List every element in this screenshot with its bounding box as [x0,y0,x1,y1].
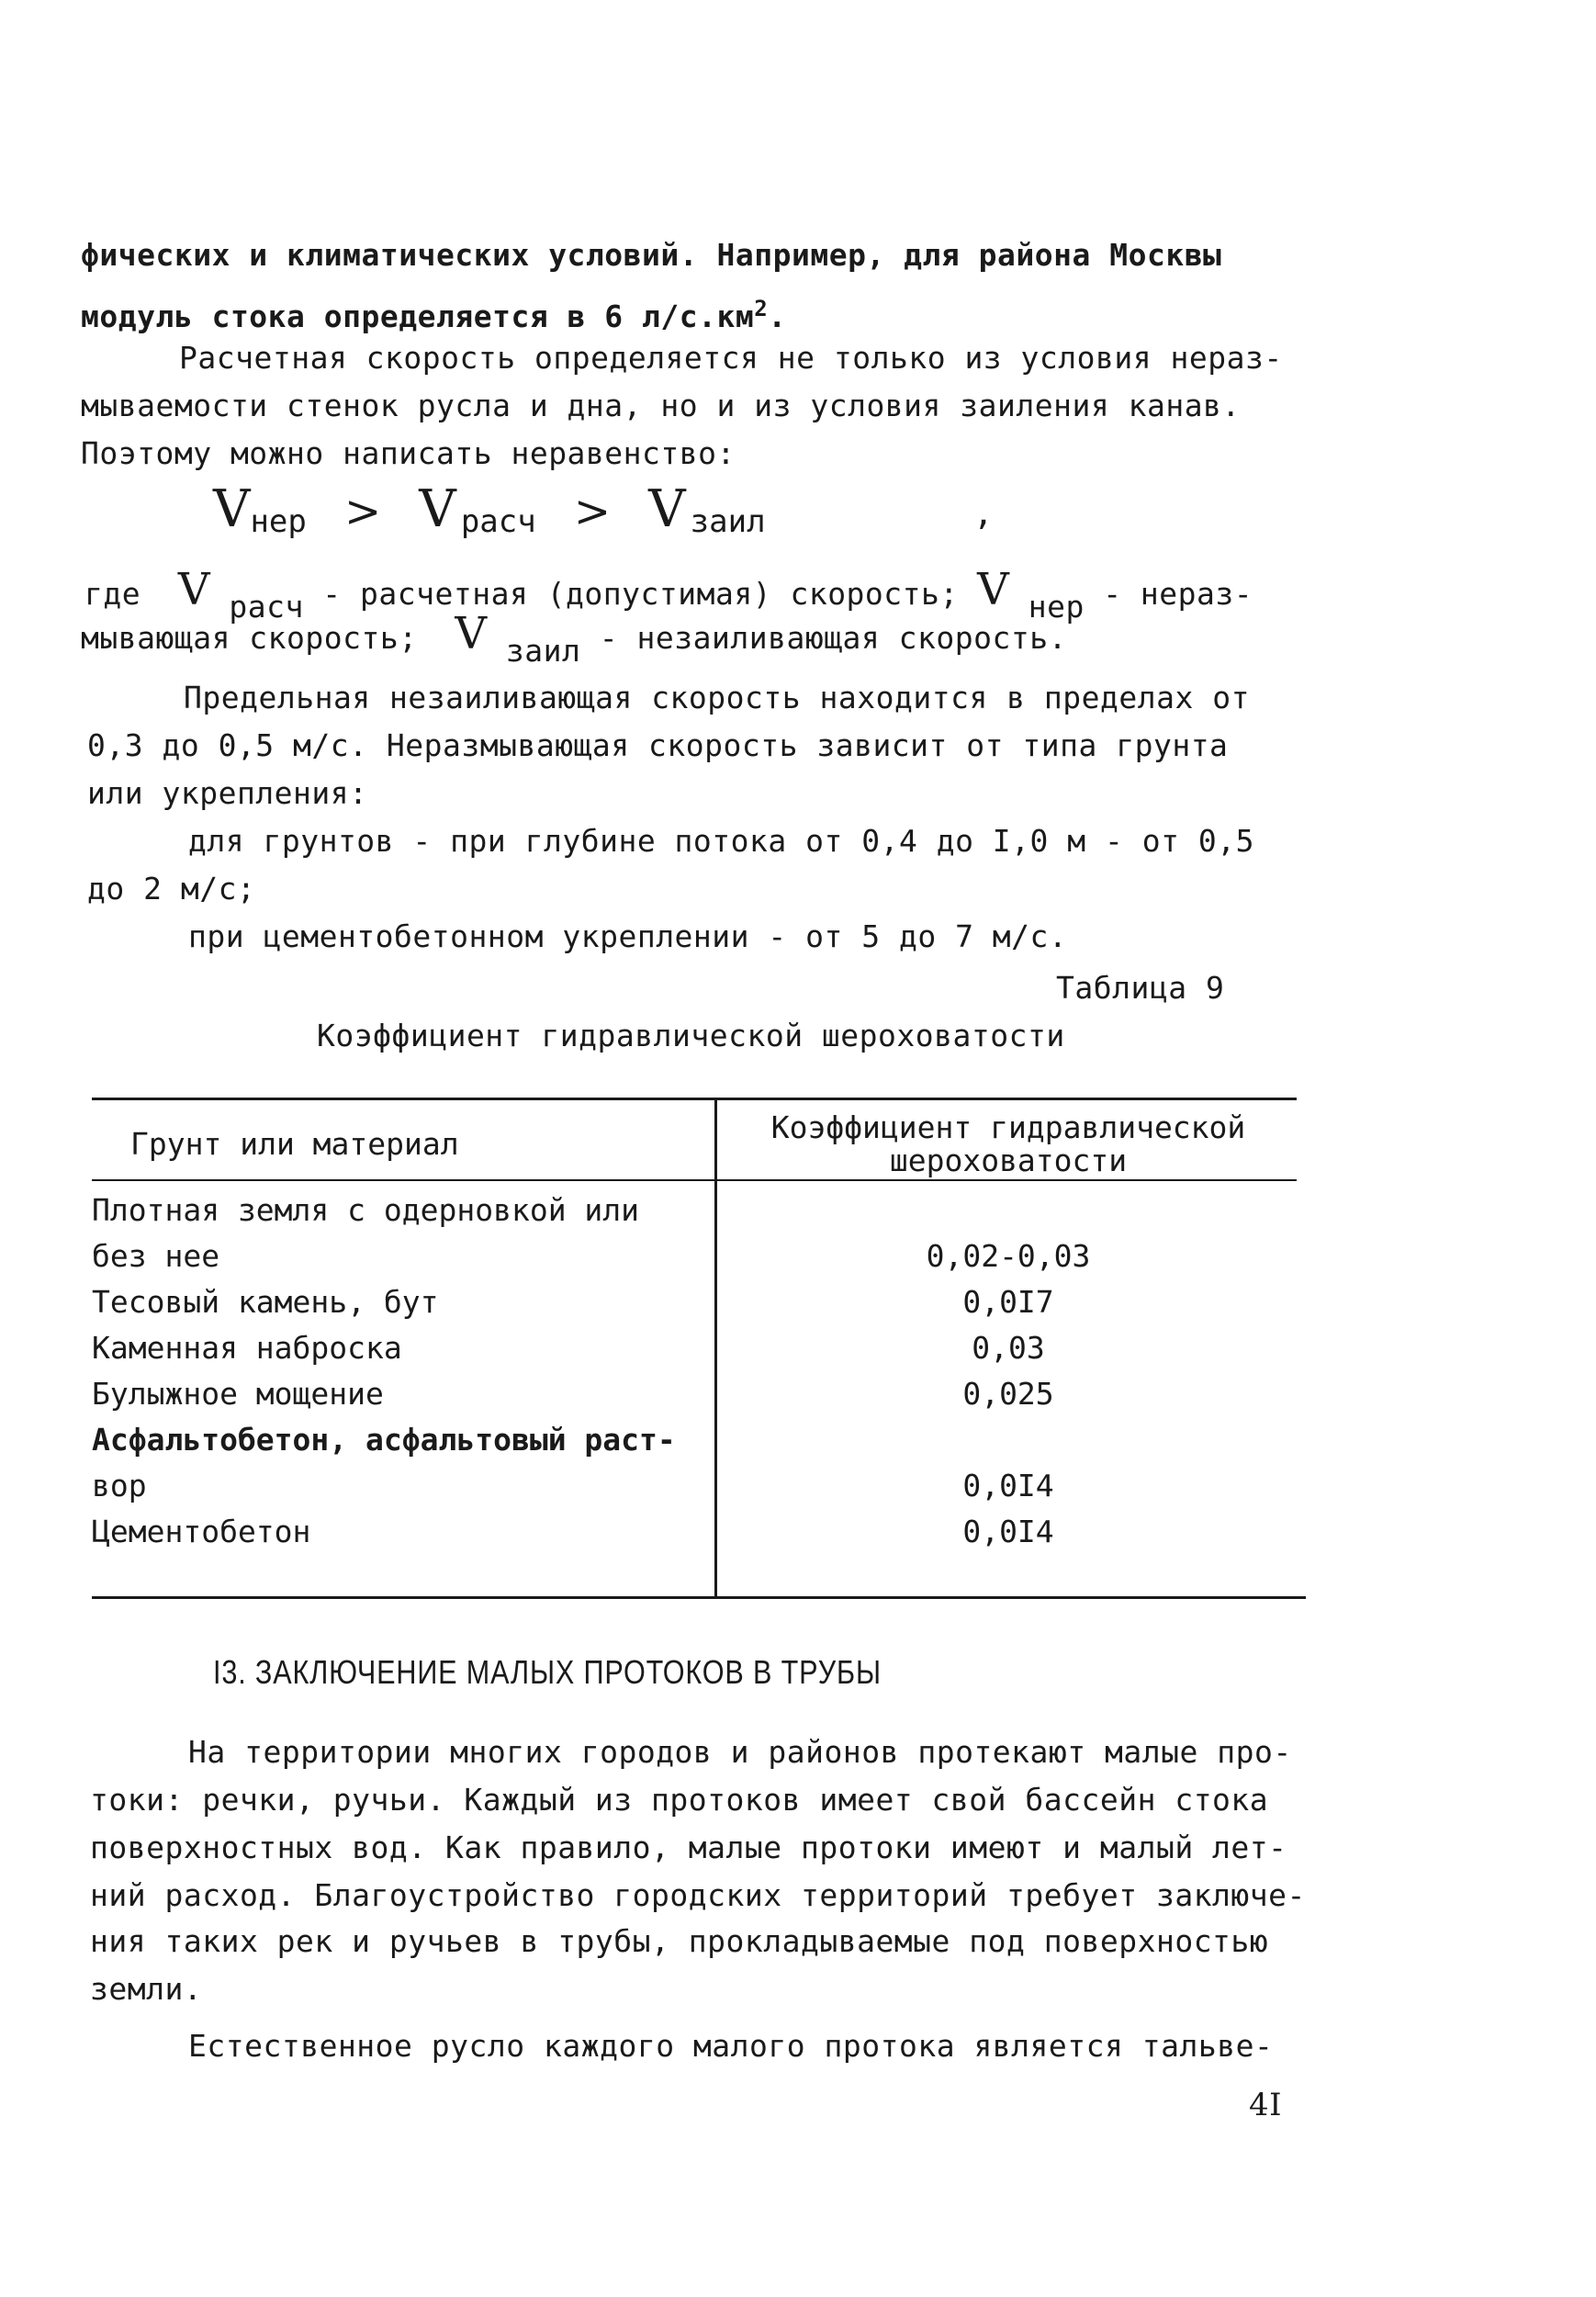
definition-sub-ner: нер [1028,589,1085,625]
paragraph1-line1: фических и климатических условий. Например, для района Москвы [81,237,1222,273]
paragraph4-line3: поверхностных вод. Как правило, малые протоки имеют и малый лет- [90,1830,1287,1865]
formula-comma: , [973,495,995,533]
table-cell-material: вор [92,1468,147,1503]
table-cell-material: Плотная земля с одерновкой или [92,1192,640,1228]
definition-sub-zail: заил [505,633,581,669]
definition-where: где [84,576,141,612]
page-number: 4I [1249,2087,1283,2123]
paragraph4-line4: ний расход. Благоустройство городских территорий требует заключе- [90,1877,1306,1913]
table-header-material: Грунт или материал [130,1126,459,1162]
table-label: Таблица 9 [1056,970,1225,1006]
definition-v-zail: V [455,608,488,659]
formula-v-zail: V [648,479,686,539]
paragraph5-line1: Естественное русло каждого малого протока является тальве- [188,2028,1274,2064]
formula-greater-2: > [573,486,612,537]
inequality-formula [213,479,766,539]
table-header-coefficient-line1: Коэффициент гидравлической [770,1109,1246,1145]
table-cell-value: 0,025 [962,1376,1054,1412]
definition-text1: - расчетная (допустимая) скорость; [322,576,959,612]
definition-v-ner: V [977,564,1010,615]
table-cell-material: Булыжное мощение [92,1376,384,1412]
formula-sub-rasch: расч [460,503,536,540]
table-title: Коэффициент гидравлической шероховатости [317,1018,1065,1053]
table-cell-value: 0,0I4 [962,1514,1054,1549]
paragraph4-line2: токи: речки, ручьи. Каждый из протоков имеет свой бассейн стока [90,1782,1269,1818]
formula-sub-zail: заил [690,503,766,540]
formula-v-rasch: V [419,479,456,539]
table-header-coefficient-line2: шероховатости [889,1143,1128,1178]
paragraph3-line4: для грунтов - при глубине потока от 0,4 до I,0 м - от 0,5 [188,823,1254,859]
formula-v-ner: V [213,479,251,539]
paragraph1-line2 [81,290,787,335]
section-heading: I3. ЗАКЛЮЧЕНИЕ МАЛЫХ ПРОТОКОВ В ТРУБЫ [213,1653,882,1691]
superscript-2: 2 [754,296,769,321]
definition-sub-rasch: расч [229,589,304,625]
definitions-line1 [84,564,1253,625]
paragraph4-line5: ния таких рек и ручьев в трубы, прокладываемые под поверхностью [90,1923,1269,1959]
paragraph3-line2: 0,3 до 0,5 м/с. Неразмывающая скорость зависит от типа грунта [87,727,1229,763]
definition-line2-start: мывающая скорость; [81,620,418,656]
paragraph2-line1: Расчетная скорость определяется не только из условия нераз- [179,340,1283,376]
table-cell-material: Тесовый камень, бут [92,1284,439,1320]
table-cell-material: Каменная наброска [92,1330,402,1366]
table-cell-value: 0,0I4 [962,1468,1054,1503]
formula-sub-ner: нер [250,503,307,540]
paragraph4-line6: земли. [90,1971,203,2007]
table-top-rule [92,1098,1297,1100]
paragraph4-line1: На территории многих городов и районов протекают малые про- [188,1734,1292,1770]
table-column-divider [714,1098,717,1599]
paragraph2-line3: Поэтому можно написать неравенство: [81,435,736,471]
definition-text2: - нераз- [1103,576,1253,612]
table-bottom-rule [92,1596,1306,1599]
paragraph2-line2: мываемости стенок русла и дна, но и из условия заиления канав. [81,388,1241,423]
paragraph1-line2-end: . [768,298,787,334]
definition-text3: - незаиливающая скорость. [599,620,1067,656]
table-cell-material: Цементобетон [92,1514,311,1549]
table-cell-value: 0,02-0,03 [926,1238,1091,1274]
paragraph1-line2-text: модуль стока определяется в 6 л/с.км [81,298,755,334]
table-cell-value: 0,03 [972,1330,1045,1366]
formula-greater-1: > [343,486,382,537]
definition-v-rasch: V [177,564,211,615]
paragraph3-line1: Предельная незаиливающая скорость находится в пределах от [184,680,1250,715]
table-header-rule [92,1179,1297,1181]
paragraph3-line3: или укрепления: [87,775,368,811]
table-cell-material: Асфальтобетон, асфальтовый раст- [92,1422,676,1458]
table-cell-material: без нее [92,1238,220,1274]
paragraph3-line6: при цементобетонном укреплении - от 5 до 7 м/с. [188,918,1068,954]
definitions-line2 [81,608,1067,669]
table-cell-value: 0,0I7 [962,1284,1054,1320]
paragraph3-line5: до 2 м/с; [87,871,256,906]
